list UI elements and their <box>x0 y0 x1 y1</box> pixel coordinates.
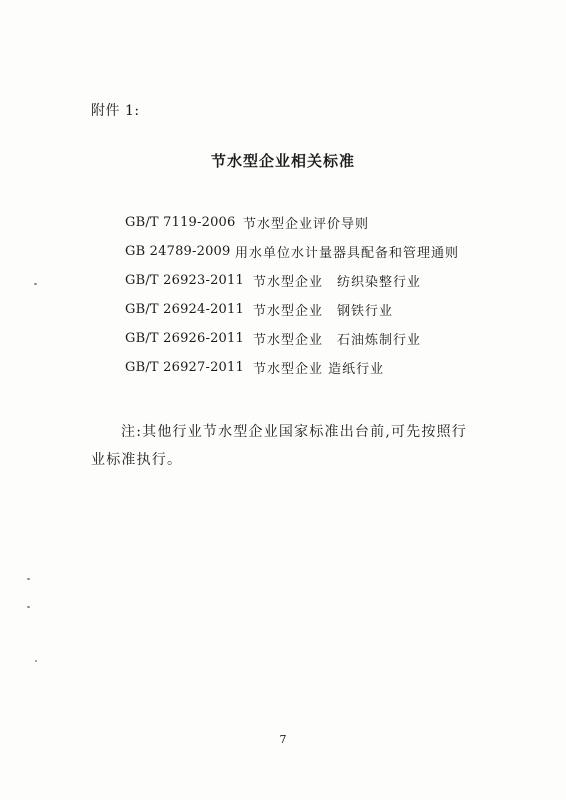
standard-item <box>125 295 459 324</box>
scan-speck <box>27 578 30 580</box>
scan-speck <box>34 283 37 285</box>
scan-speck <box>35 660 37 662</box>
standards-list <box>125 208 459 382</box>
standard-name: 节水型企业 造纸行业 <box>253 362 385 377</box>
standard-code: GB/T 26927-2011 <box>125 360 244 375</box>
note-paragraph: 注:其他行业节水型企业国家标准出台前,可先按照行业标准执行。 <box>91 424 467 468</box>
standard-item <box>125 353 459 382</box>
standard-name: 节水型企业评价导则 <box>243 217 370 232</box>
standard-code: GB/T 7119-2006 <box>125 215 236 230</box>
standard-item <box>125 237 459 266</box>
standard-name: 节水型企业 纺织染整行业 <box>253 275 422 290</box>
standard-code: GB/T 26926-2011 <box>125 331 244 346</box>
document-title: 节水型企业相关标准 <box>210 152 355 170</box>
standard-item <box>125 266 459 295</box>
standard-name: 节水型企业 石油炼制行业 <box>253 333 422 348</box>
standard-code: GB/T 26924-2011 <box>125 302 244 317</box>
standard-item <box>125 324 459 353</box>
standard-code: GB 24789-2009 <box>125 244 231 259</box>
standard-name: 用水单位水计量器具配备和管理通则 <box>235 246 460 261</box>
standard-item <box>125 208 459 237</box>
attachment-label: 附件 1: <box>91 103 140 119</box>
standard-code: GB/T 26923-2011 <box>125 273 244 288</box>
standard-name: 节水型企业 钢铁行业 <box>253 304 394 319</box>
page-number: 7 <box>279 733 287 746</box>
scan-speck <box>27 606 30 608</box>
